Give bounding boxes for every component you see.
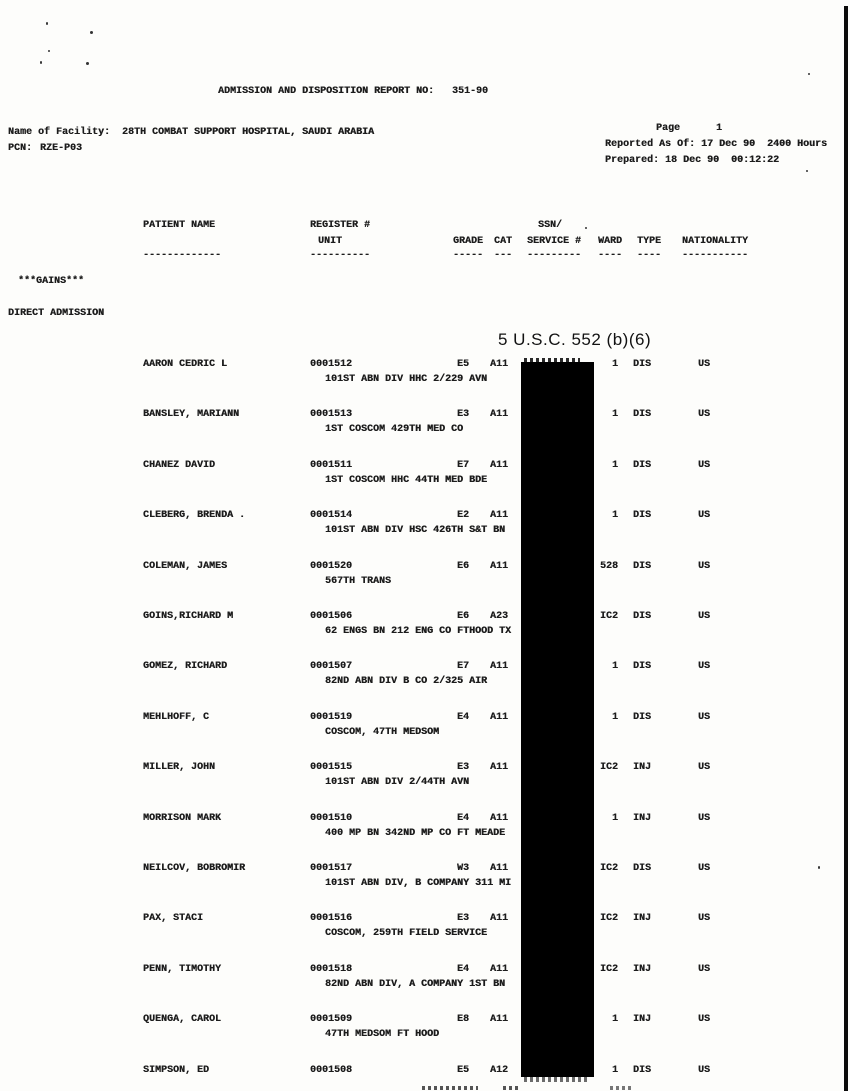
col-header-grade: GRADE xyxy=(453,236,484,247)
nationality-cell: US xyxy=(698,1014,711,1026)
cat-cell: A11 xyxy=(490,510,509,522)
table-row xyxy=(0,863,850,895)
col-header-service: SERVICE # xyxy=(527,236,582,247)
type-cell: INJ xyxy=(633,812,652,824)
unit-cell: 82ND ABN DIV, A COMPANY 1ST BN xyxy=(325,978,506,990)
grade-cell: E3 xyxy=(457,409,470,421)
nationality-cell: US xyxy=(698,560,711,572)
rule-cat: --- xyxy=(494,250,513,261)
patient-name-cell: QUENGA, CAROL xyxy=(143,1014,222,1026)
scan-speck xyxy=(808,73,810,75)
grade-cell: E4 xyxy=(457,812,470,824)
reported-as-of: Reported As Of: 17 Dec 90 2400 Hours xyxy=(605,139,828,150)
nationality-cell: US xyxy=(698,359,711,370)
scan-speck xyxy=(40,61,42,64)
register-cell: 0001517 xyxy=(310,863,353,874)
unit-cell: 101ST ABN DIV 2/44TH AVN xyxy=(325,777,470,789)
nationality-cell: US xyxy=(698,611,711,622)
unit-cell: COSCOM, 47TH MEDSOM xyxy=(325,726,440,738)
type-cell: DIS xyxy=(633,560,652,572)
table-row xyxy=(0,510,850,542)
unit-cell: 47TH MEDSOM FT HOOD xyxy=(325,1029,440,1041)
grade-cell: E5 xyxy=(457,1064,470,1076)
register-cell: 0001507 xyxy=(310,661,353,673)
col-header-nationality: NATIONALITY xyxy=(682,236,749,247)
type-cell: DIS xyxy=(633,459,652,471)
clipped-text-fragment xyxy=(422,1086,478,1090)
register-cell: 0001515 xyxy=(310,762,353,774)
type-cell: DIS xyxy=(633,711,652,723)
type-cell: DIS xyxy=(633,611,652,622)
register-cell: 0001514 xyxy=(310,510,353,522)
ward-cell: 1 xyxy=(611,812,618,824)
register-cell: 0001508 xyxy=(310,1064,353,1076)
register-cell: 0001513 xyxy=(310,409,353,421)
nationality-cell: US xyxy=(698,711,711,723)
patient-name-cell: MEHLHOFF, C xyxy=(143,711,210,723)
type-cell: DIS xyxy=(633,510,652,522)
col-header-register: REGISTER # xyxy=(310,220,371,231)
register-cell: 0001511 xyxy=(310,459,353,471)
patient-name-cell: CLEBERG, BRENDA . xyxy=(143,510,246,522)
cat-cell: A11 xyxy=(490,963,509,975)
scan-speck xyxy=(585,227,587,229)
table-row xyxy=(0,460,850,492)
patient-name-cell: MILLER, JOHN xyxy=(143,762,216,774)
register-cell: 0001512 xyxy=(310,359,353,370)
ward-cell: 1 xyxy=(611,510,618,522)
unit-cell: 101ST ABN DIV HHC 2/229 AVN xyxy=(325,374,488,385)
grade-cell: E3 xyxy=(457,762,470,774)
patient-name-cell: SIMPSON, ED xyxy=(143,1064,210,1076)
grade-cell: E2 xyxy=(457,510,470,522)
patient-name-cell: PAX, STACI xyxy=(143,913,204,925)
nationality-cell: US xyxy=(698,963,711,975)
col-header-type: TYPE xyxy=(637,236,662,247)
rule-patient-name: ------------- xyxy=(143,250,222,261)
ward-cell: IC2 xyxy=(599,963,618,975)
unit-cell: COSCOM, 259TH FIELD SERVICE xyxy=(325,928,488,940)
unit-cell: 1ST COSCOM 429TH MED CO xyxy=(325,424,464,436)
col-header-ssn: SSN/ xyxy=(538,220,563,231)
table-row xyxy=(0,409,850,441)
ward-cell: 1 xyxy=(611,711,618,723)
register-cell: 0001506 xyxy=(310,611,353,622)
clipped-text-fragment xyxy=(503,1086,519,1090)
unit-cell: 101ST ABN DIV HSC 426TH S&T BN xyxy=(325,525,506,537)
cat-cell: A11 xyxy=(490,913,509,925)
type-cell: INJ xyxy=(633,963,652,975)
page-label: Page xyxy=(656,123,681,134)
table-row xyxy=(0,712,850,744)
cat-cell: A11 xyxy=(490,409,509,421)
scan-speck xyxy=(806,170,808,172)
register-cell: 0001519 xyxy=(310,711,353,723)
ward-cell: 1 xyxy=(611,1064,618,1076)
rule-ward: ---- xyxy=(598,250,623,261)
redaction-bar xyxy=(521,362,594,1077)
ward-cell: 528 xyxy=(599,560,618,572)
cat-cell: A11 xyxy=(490,1014,509,1026)
register-cell: 0001510 xyxy=(310,812,353,824)
patient-name-cell: CHANEZ DAVID xyxy=(143,459,216,471)
patient-name-cell: NEILCOV, BOBROMIR xyxy=(143,863,246,874)
type-cell: DIS xyxy=(633,359,652,370)
table-row xyxy=(0,813,850,845)
nationality-cell: US xyxy=(698,459,711,471)
patient-name-cell: MORRISON MARK xyxy=(143,812,222,824)
register-cell: 0001509 xyxy=(310,1014,353,1026)
register-cell: 0001516 xyxy=(310,913,353,925)
redacted-text-remnant-top xyxy=(524,358,580,362)
nationality-cell: US xyxy=(698,1064,711,1076)
nationality-cell: US xyxy=(698,510,711,522)
cat-cell: A11 xyxy=(490,762,509,774)
table-row xyxy=(0,611,850,643)
report-number: 351-90 xyxy=(452,86,489,97)
clipped-text-fragment xyxy=(610,1086,634,1090)
type-cell: DIS xyxy=(633,863,652,874)
col-header-unit: UNIT xyxy=(318,236,343,247)
type-cell: DIS xyxy=(633,1064,652,1076)
type-cell: INJ xyxy=(633,1014,652,1026)
ward-cell: 1 xyxy=(611,409,618,421)
nationality-cell: US xyxy=(698,762,711,774)
ward-cell: 1 xyxy=(611,661,618,673)
facility-label: Name of Facility: xyxy=(8,127,111,138)
prepared-timestamp: Prepared: 18 Dec 90 00:12:22 xyxy=(605,155,780,166)
grade-cell: W3 xyxy=(457,863,470,874)
grade-cell: E7 xyxy=(457,459,470,471)
nationality-cell: US xyxy=(698,863,711,874)
ward-cell: IC2 xyxy=(599,611,618,622)
cat-cell: A23 xyxy=(490,611,509,622)
facility-name: 28TH COMBAT SUPPORT HOSPITAL, SAUDI ARABIA xyxy=(122,127,375,138)
type-cell: INJ xyxy=(633,913,652,925)
unit-cell: 62 ENGS BN 212 ENG CO FTHOOD TX xyxy=(325,626,512,637)
redacted-text-remnant-bottom xyxy=(524,1077,588,1082)
type-cell: DIS xyxy=(633,661,652,673)
type-cell: INJ xyxy=(633,762,652,774)
table-row xyxy=(0,964,850,996)
grade-cell: E3 xyxy=(457,913,470,925)
section-gains: ***GAINS*** xyxy=(18,276,85,287)
table-row xyxy=(0,561,850,593)
page-number: 1 xyxy=(716,123,723,134)
rule-register: ---------- xyxy=(310,250,371,261)
patient-name-cell: GOMEZ, RICHARD xyxy=(143,661,228,673)
cat-cell: A11 xyxy=(490,863,509,874)
table-row xyxy=(0,913,850,945)
cat-cell: A11 xyxy=(490,459,509,471)
table-row xyxy=(0,1014,850,1046)
scan-speck xyxy=(46,22,48,25)
ward-cell: 1 xyxy=(611,359,618,370)
unit-cell: 400 MP BN 342ND MP CO FT MEADE xyxy=(325,827,506,839)
rule-type: ---- xyxy=(637,250,662,261)
pcn-label: PCN: xyxy=(8,143,33,154)
grade-cell: E7 xyxy=(457,661,470,673)
register-cell: 0001520 xyxy=(310,560,353,572)
col-header-cat: CAT xyxy=(494,236,513,247)
cat-cell: A11 xyxy=(490,812,509,824)
grade-cell: E4 xyxy=(457,711,470,723)
col-header-ward: WARD xyxy=(598,236,623,247)
scan-speck xyxy=(48,50,50,52)
scan-edge-line xyxy=(844,6,848,1091)
cat-cell: A12 xyxy=(490,1064,509,1076)
patient-name-cell: PENN, TIMOTHY xyxy=(143,963,222,975)
section-direct-admission: DIRECT ADMISSION xyxy=(8,308,105,319)
grade-cell: E5 xyxy=(457,359,470,370)
patient-name-cell: GOINS,RICHARD M xyxy=(143,611,234,622)
cat-cell: A11 xyxy=(490,560,509,572)
pcn-value: RZE-P03 xyxy=(40,143,83,154)
grade-cell: E4 xyxy=(457,963,470,975)
redaction-exemption-label: 5 U.S.C. 552 (b)(6) xyxy=(498,330,652,349)
unit-cell: 101ST ABN DIV, B COMPANY 311 MI xyxy=(325,878,512,889)
ward-cell: IC2 xyxy=(599,863,618,874)
nationality-cell: US xyxy=(698,913,711,925)
ward-cell: 1 xyxy=(611,459,618,471)
report-title: ADMISSION AND DISPOSITION REPORT NO: xyxy=(218,86,435,97)
register-cell: 0001518 xyxy=(310,963,353,975)
patient-name-cell: BANSLEY, MARIANN xyxy=(143,409,240,421)
scan-speck xyxy=(86,62,89,65)
grade-cell: E8 xyxy=(457,1014,470,1026)
table-row xyxy=(0,762,850,794)
unit-cell: 1ST COSCOM HHC 44TH MED BDE xyxy=(325,474,488,486)
rule-grade: ----- xyxy=(453,250,484,261)
rule-nationality: ----------- xyxy=(682,250,749,261)
rule-service: --------- xyxy=(527,250,582,261)
ward-cell: 1 xyxy=(611,1014,618,1026)
nationality-cell: US xyxy=(698,409,711,421)
type-cell: DIS xyxy=(633,409,652,421)
table-row xyxy=(0,359,850,391)
scan-speck xyxy=(90,31,93,34)
cat-cell: A11 xyxy=(490,711,509,723)
col-header-patient-name: PATIENT NAME xyxy=(143,220,216,231)
unit-cell: 82ND ABN DIV B CO 2/325 AIR xyxy=(325,676,488,688)
nationality-cell: US xyxy=(698,812,711,824)
cat-cell: A11 xyxy=(490,661,509,673)
patient-name-cell: COLEMAN, JAMES xyxy=(143,560,228,572)
cat-cell: A11 xyxy=(490,359,509,370)
nationality-cell: US xyxy=(698,661,711,673)
table-row xyxy=(0,661,850,693)
ward-cell: IC2 xyxy=(599,762,618,774)
ward-cell: IC2 xyxy=(599,913,618,925)
grade-cell: E6 xyxy=(457,560,470,572)
unit-cell: 567TH TRANS xyxy=(325,575,392,587)
grade-cell: E6 xyxy=(457,611,470,622)
patient-name-cell: AARON CEDRIC L xyxy=(143,359,228,370)
